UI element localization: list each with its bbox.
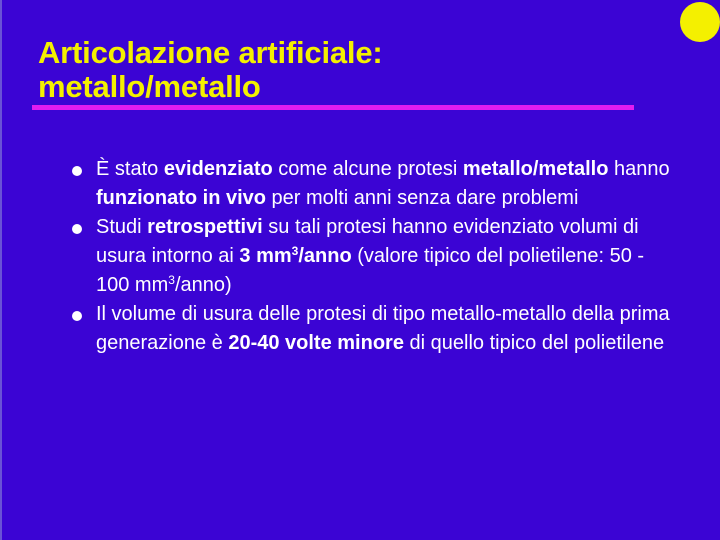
bullet-text: di quello tipico del polietilene [403, 332, 665, 354]
bullet-text: hanno [608, 158, 670, 180]
slide-title-line2: metallo/metallo [38, 69, 261, 104]
title-underline-rule [32, 105, 634, 110]
bullet-bold-text: metallo/metallo [462, 158, 609, 180]
corner-dot-decoration [680, 2, 720, 42]
slide-left-edge [0, 0, 2, 540]
bullet-item-2 [96, 213, 676, 300]
bullet-text: su tali protesi hanno evidenziato volumi di usura intorno ai [96, 216, 639, 267]
bullet-bold-text: funzionato in vivo [96, 187, 266, 209]
bullet-dot [72, 311, 82, 321]
bullet-item-3 [96, 300, 676, 358]
bullet-text: Studi [96, 216, 148, 238]
bullet-dot [72, 224, 82, 234]
slide-title [38, 36, 383, 104]
bullet-text: /anno) [174, 274, 232, 296]
superscript: 3 [168, 273, 175, 287]
superscript: 3 [291, 244, 299, 258]
bullet-text: È stato [96, 158, 164, 180]
bullet-text: per molti anni senza dare problemi [266, 187, 579, 209]
bullet-text: Il volume di usura delle protesi di tipo metallo-metallo della prima generazione è [96, 303, 670, 354]
bullet-item-1 [96, 155, 676, 213]
slide-title-line1: Articolazione artificiale: [38, 35, 383, 70]
bullet-bold-text: retrospettivi [147, 216, 263, 238]
bullet-dot [72, 166, 82, 176]
bullet-bold-text: /anno [298, 245, 352, 267]
bullet-text: (valore tipico del polietilene: 50 - 100 mm [96, 245, 645, 296]
bullet-bold-text: evidenziato [163, 158, 273, 180]
bullet-bold-text: 20-40 volte minore [228, 332, 404, 354]
bullet-list [96, 155, 676, 358]
bullet-bold-text: 3 mm [239, 245, 292, 267]
bullet-text: come alcune protesi [272, 158, 463, 180]
